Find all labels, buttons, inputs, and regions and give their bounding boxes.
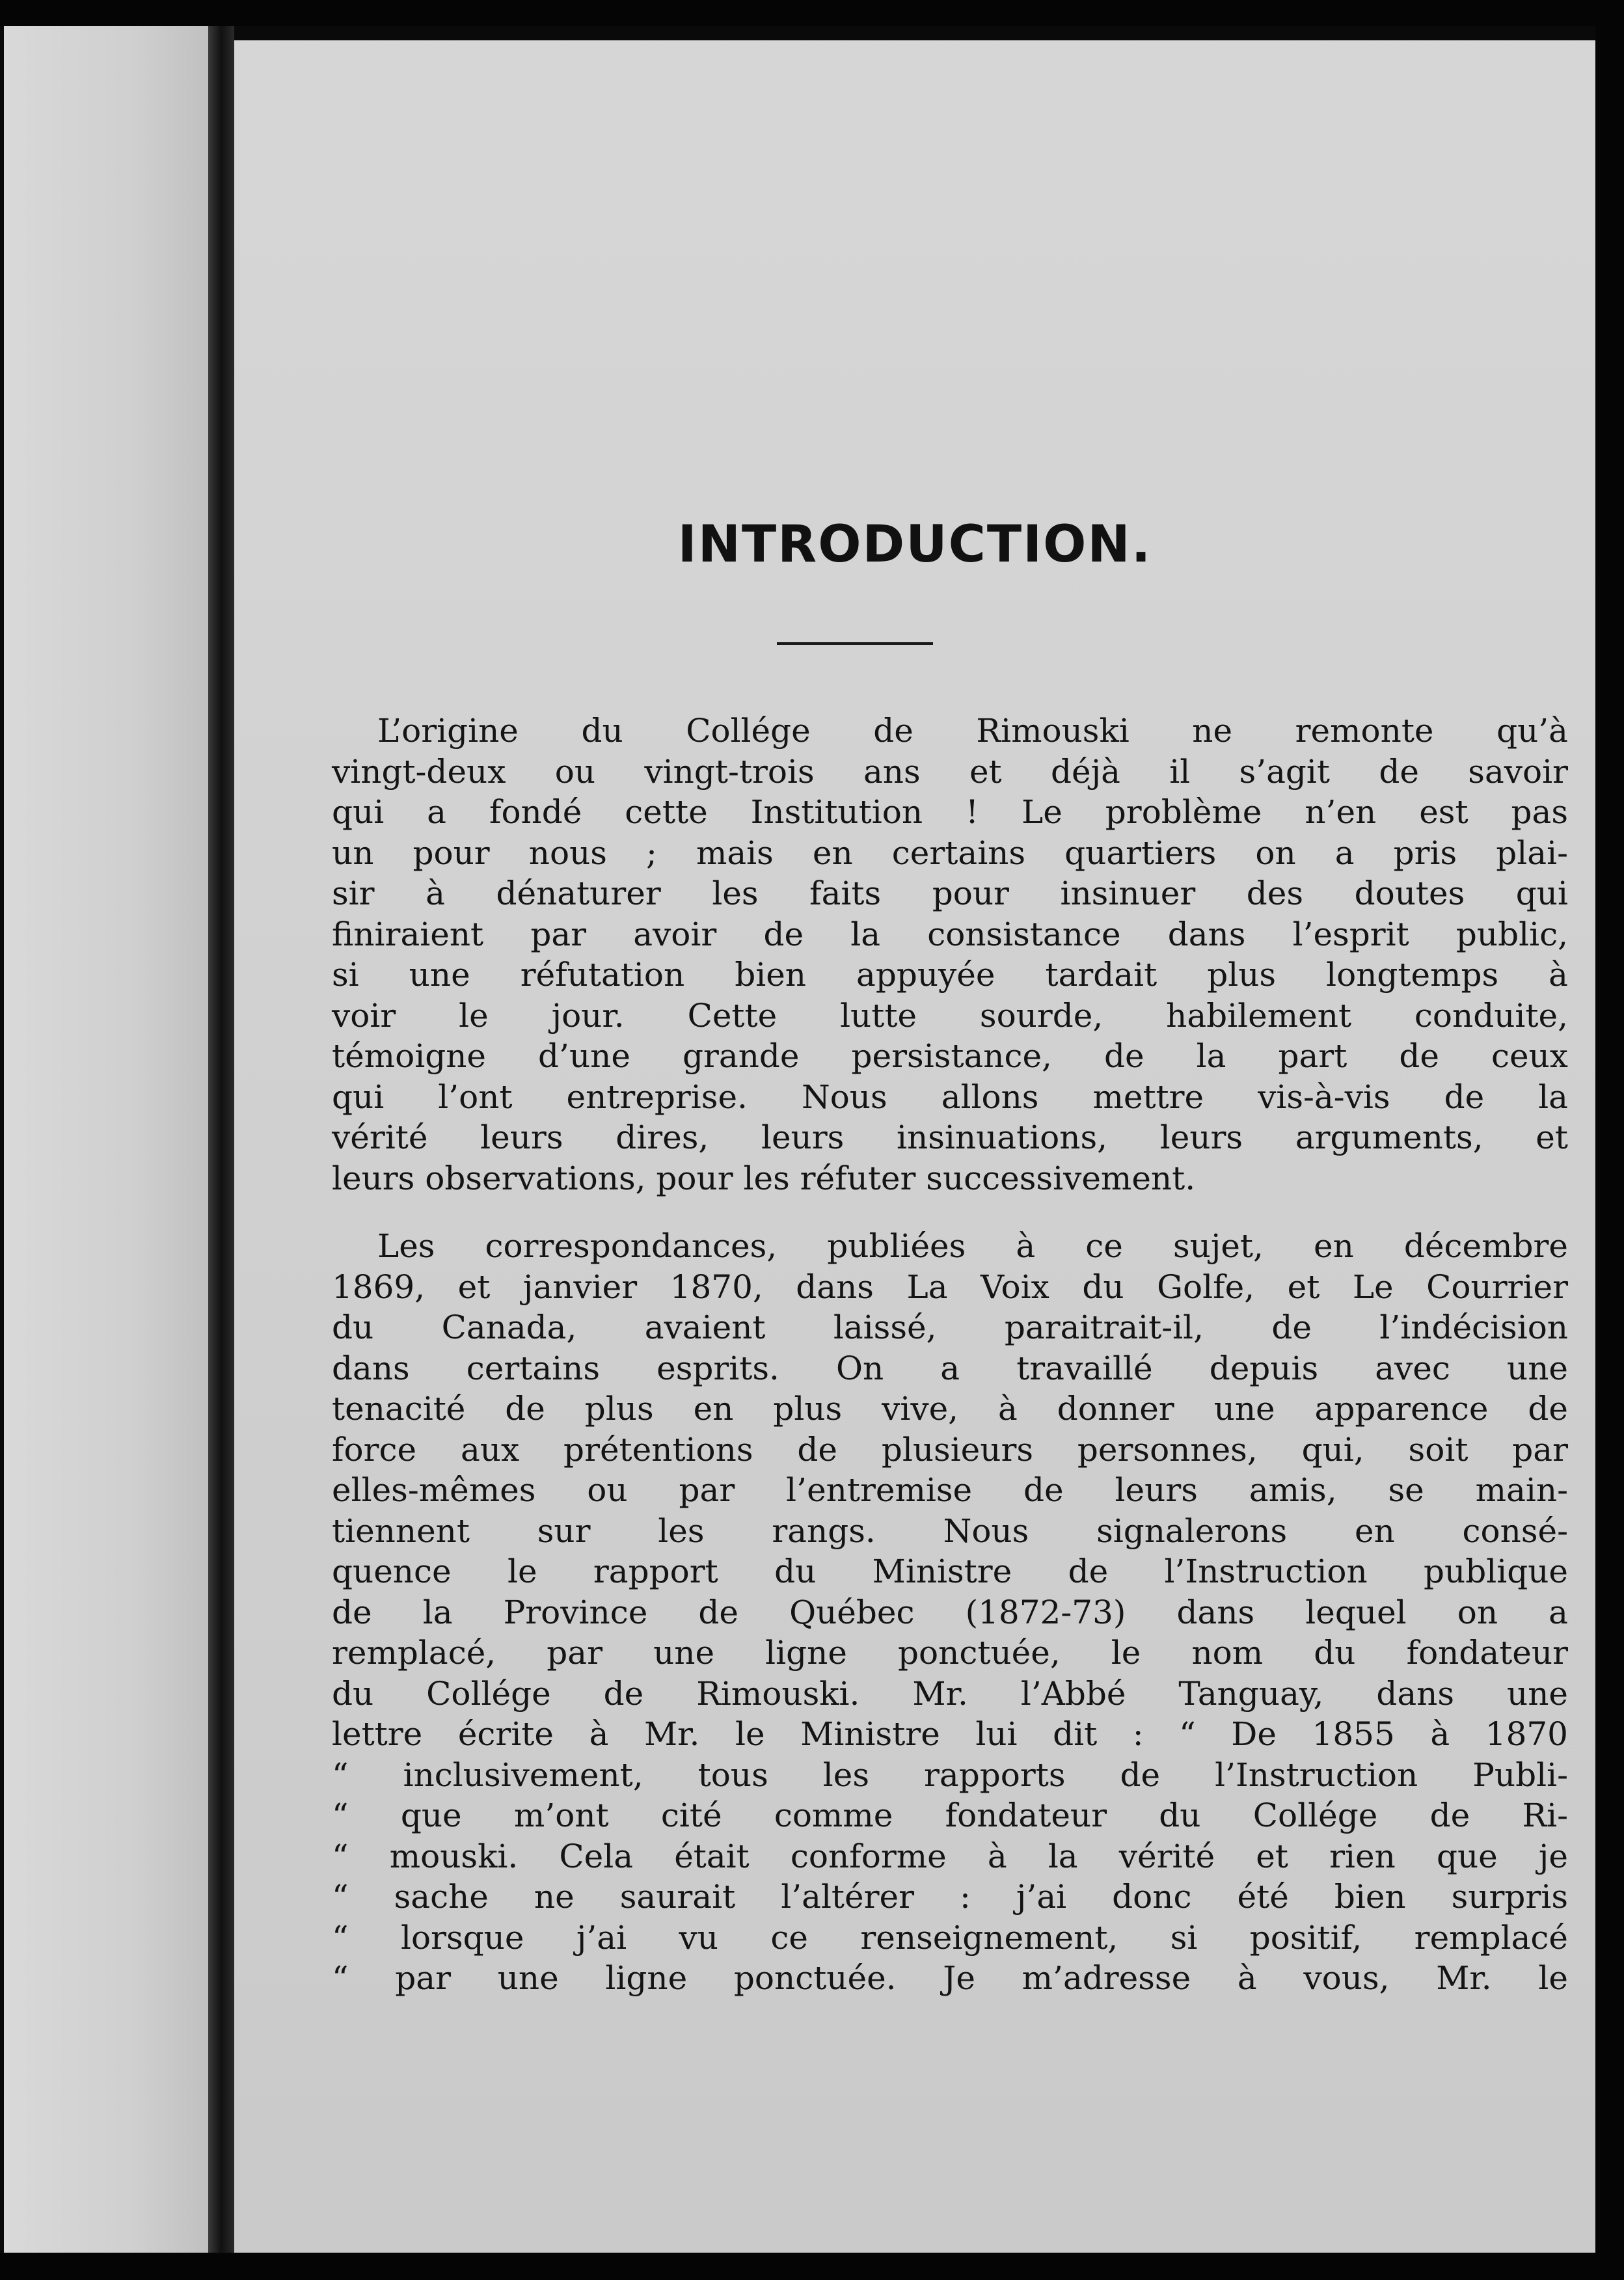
text-line: finiraient par avoir de la consistance dans l’esprit public, [332,915,1568,953]
text-line: remplacé, par une ligne ponctuée, le nom du fondateur [332,1634,1568,1672]
text-line: du Collége de Rimouski. Mr. l’Abbé Tanguay, dans une [332,1674,1568,1713]
text-line: si une réfutation bien appuyée tardait plus longtemps à [332,956,1568,994]
facing-page-left [4,26,225,2253]
title-underline [777,642,933,645]
book-gutter [208,26,234,2253]
page-title: INTRODUCTION. [677,515,1152,574]
text-line: tiennent sur les rangs. Nous signalerons en consé- [332,1512,1568,1550]
scan-border-bottom [0,2253,1624,2280]
text-line: du Canada, avaient laissé, paraitrait-il, de l’indécision [332,1309,1568,1346]
text-line: un pour nous ; mais en certains quartiers on a pris plai- [332,834,1568,872]
scan-border-top [0,0,1624,26]
text-line: L’origine du Collége de Rimouski ne remonte qu’à [377,712,1568,750]
text-line: quence le rapport du Ministre de l’Instruction publique [332,1553,1568,1590]
text-line: lettre écrite à Mr. le Ministre lui dit : “ De 1855 à 1870 [332,1715,1568,1753]
text-line: qui l’ont entreprise. Nous allons mettre vis-à-vis de la [332,1078,1568,1116]
text-line: “ lorsque j’ai vu ce renseignement, si positif, remplacé [332,1918,1568,1957]
text-line: 1869, et janvier 1870, dans La Voix du Golfe, et Le Courrier [332,1268,1568,1306]
text-line: “ sache ne saurait l’altérer : j’ai donc été bien surpris [332,1878,1568,1916]
text-line: Les correspondances, publiées à ce sujet, en décembre [377,1227,1568,1265]
body-text [332,711,1568,1999]
text-line: voir le jour. Cette lutte sourde, habilement conduite, [332,996,1568,1035]
text-line: “ inclusivement, tous les rapports de l’Instruction Publi- [332,1756,1568,1794]
text-line: “ mouski. Cela était conforme à la vérité et rien que je [332,1837,1568,1875]
text-line: vérité leurs dires, leurs insinuations, leurs arguments, et [332,1119,1568,1156]
text-line: dans certains esprits. On a travaillé depuis avec une [332,1349,1568,1387]
paragraph-2 [332,1226,1568,1999]
text-line: “ que m’ont cité comme fondateur du Collége de Ri- [332,1797,1568,1834]
document-page [234,40,1595,2253]
text-line: tenacité de plus en plus vive, à donner une apparence de [332,1390,1568,1428]
text-line: force aux prétentions de plusieurs personnes, qui, soit par [332,1430,1568,1469]
text-line: qui a fondé cette Institution ! Le problème n’en est pas [332,793,1568,831]
paragraph-1 [332,711,1568,1199]
scan-border-right [1595,0,1624,2280]
text-line: “ par une ligne ponctuée. Je m’adresse à vous, Mr. le [332,1959,1568,1997]
text-line: de la Province de Québec (1872-73) dans lequel on a [332,1593,1568,1631]
text-line: elles-mêmes ou par l’entremise de leurs amis, se main- [332,1471,1568,1509]
text-line: témoigne d’une grande persistance, de la part de ceux [332,1037,1568,1075]
text-line: sir à dénaturer les faits pour insinuer des doutes qui [332,875,1568,912]
text-line: vingt-deux ou vingt-trois ans et déjà il s’agit de savoir [332,752,1568,791]
text-line: leurs observations, pour les réfuter successivement. [332,1159,1196,1197]
